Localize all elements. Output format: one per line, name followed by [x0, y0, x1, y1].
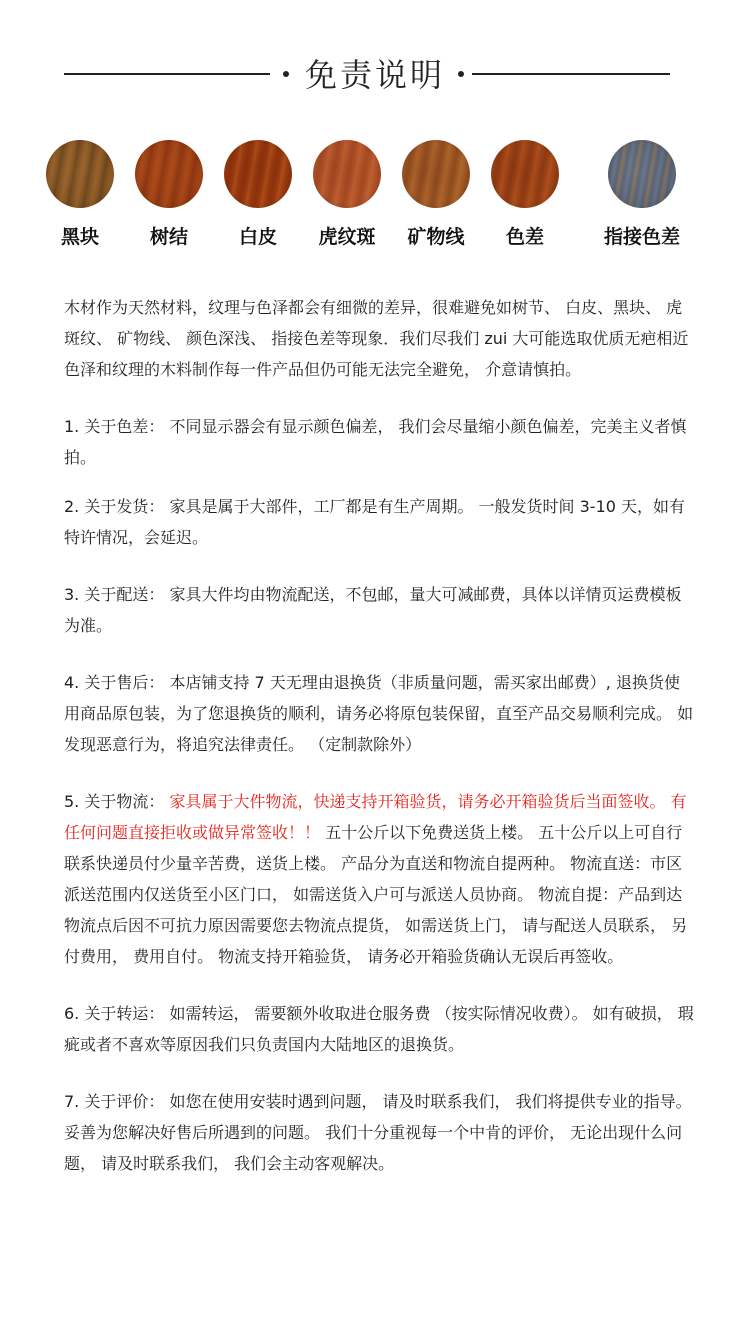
disclaimer-body — [64, 292, 694, 1205]
item-text: 五十公斤以下免费送货上楼。 五十公斤以上可自行联系快递员付少量辛苦费，送货上楼。 产品分为直送和物流自提两种。 物流直送：市区派送范围内仅送货至小区门口， 如需送货入户可与派送人员协商。 物流自提：产品到达物流点后因不可抗力原因需要您去物流点提货， 如需送货上门， 请与配送人员联系， 另付费用， 费用自付。 物流支持开箱验货， 请务必开箱验货确认无误后再签收。 — [64, 823, 688, 966]
item-heading: 6. 关于转运： — [64, 1004, 165, 1023]
item-heading: 5. 关于物流： — [64, 792, 165, 811]
wood-color-difference-swatch-icon — [491, 140, 559, 208]
wood-tiger-stripe-swatch-icon — [313, 140, 381, 208]
item-heading: 3. 关于配送： — [64, 585, 165, 604]
wood-finger-joint-swatch-icon — [608, 140, 676, 208]
item-heading: 1. 关于色差： — [64, 417, 165, 436]
item-text: 本店铺支持 7 天无理由退换货（非质量问题，需买家出邮费）, 退换货使用商品原包装，为了您退换货的顺利，请务必将原包装保留，直至产品交易顺利完成。 如发现恶意行为，将追究法律责任。 （定制款除外） — [64, 673, 694, 754]
item-color-difference — [64, 411, 694, 473]
wood-mineral-line-swatch-icon — [402, 140, 470, 208]
swatch-label: 色差 — [505, 226, 544, 248]
item-heading: 4. 关于售后： — [64, 673, 165, 692]
item-logistics — [64, 786, 694, 972]
page-title: 免责说明 — [304, 56, 445, 94]
item-after-sales — [64, 667, 694, 760]
item-transfer — [64, 998, 694, 1060]
swatch-label: 虎纹斑 — [318, 226, 376, 248]
swatch-label: 指接色差 — [603, 226, 680, 248]
wood-defect-swatch-row — [34, 140, 734, 255]
header-divider-left — [64, 73, 270, 75]
intro-paragraph: 木材作为天然材料，纹理与色泽都会有细微的差异，很难避免如树节、 白皮、黑块、 虎斑纹、 矿物线、 颜色深浅、 指接色差等现象．我们尽我们 zui 大可能选取优质无疤相近色泽和纹理的木料制作每一件产品但仍可能无法完全避免， 介意请慎拍。 — [64, 298, 689, 379]
item-text: 不同显示器会有显示颜色偏差， 我们会尽量缩小颜色偏差，完美主义者慎拍。 — [64, 417, 687, 467]
wood-sapwood-swatch-icon — [224, 140, 292, 208]
item-heading: 2. 关于发货： — [64, 497, 165, 516]
item-text: 如需转运， 需要额外收取进仓服务费 （按实际情况收费）。 如有破损， 瑕疵或者不喜欢等原因我们只负责国内大陆地区的退换货。 — [64, 1004, 694, 1054]
item-review — [64, 1086, 694, 1179]
swatch-label: 矿物线 — [407, 226, 465, 248]
swatch-label: 树结 — [149, 226, 188, 248]
item-text: 家具大件均由物流配送，不包邮，量大可减邮费，具体以详情页运费模板为准。 — [64, 585, 682, 635]
item-delivery — [64, 579, 694, 641]
header-divider-right — [472, 73, 670, 75]
swatch-sapwood — [212, 140, 304, 249]
swatch-black-spot — [34, 140, 126, 249]
header-dot-right — [458, 71, 464, 77]
swatch-color-difference — [479, 140, 571, 249]
swatch-label: 黑块 — [60, 226, 99, 248]
item-text: 如您在使用安装时遇到问题， 请及时联系我们， 我们将提供专业的指导。 妥善为您解决好售后所遇到的问题。 我们十分重视每一个中肯的评价， 无论出现什么问题， 请及时联系我们， 我们会主动客观解决。 — [64, 1092, 692, 1173]
wood-black-spot-swatch-icon — [46, 140, 114, 208]
swatch-tiger-stripe — [301, 140, 393, 249]
swatch-knot — [123, 140, 215, 249]
swatch-finger-joint — [590, 140, 694, 249]
item-text: 家具是属于大部件，工厂都是有生产周期。 一般发货时间 3-10 天，如有特许情况，会延迟。 — [64, 497, 686, 547]
wood-knot-swatch-icon — [135, 140, 203, 208]
header-dot-left — [283, 71, 289, 77]
disclaimer-header — [0, 44, 750, 104]
item-warning-text: 家具属于大件物流，快递支持开箱验货，请务必开箱验货后当面签收。 有任何问题直接拒收或做异常签收！！ — [64, 792, 687, 842]
item-shipping — [64, 491, 694, 553]
item-heading: 7. 关于评价： — [64, 1092, 165, 1111]
swatch-label: 白皮 — [238, 226, 277, 248]
swatch-mineral-line — [390, 140, 482, 249]
